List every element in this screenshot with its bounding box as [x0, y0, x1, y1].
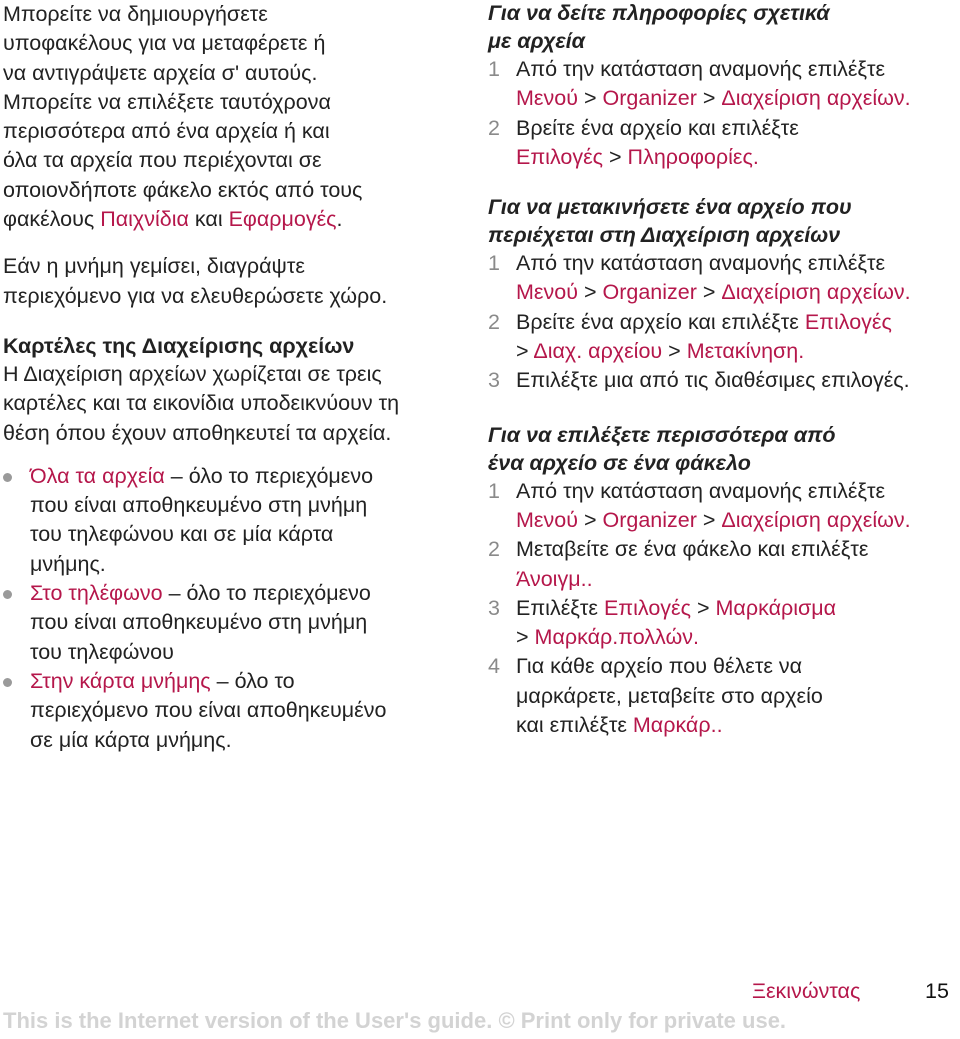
menu-path: Πληροφορίες: [627, 144, 753, 169]
step-text: >: [662, 339, 687, 364]
tab-name: Στην κάρτα μνήμης: [30, 668, 211, 693]
list-item: [488, 477, 958, 536]
step-text: >: [577, 280, 603, 305]
item-text: – όλο το: [210, 668, 295, 693]
item-text: περιεχόμενο που είναι αποθηκευμένο: [30, 698, 387, 723]
step-text: >: [696, 280, 722, 305]
item-text: – όλο το περιεχόμενο: [164, 463, 374, 488]
item-text: του τηλεφώνου και σε μία κάρτα: [30, 522, 334, 547]
section-heading: [488, 0, 958, 55]
menu-path: Επιλογές: [603, 595, 691, 620]
menu-path: Επιλογές: [804, 309, 892, 334]
intro-line: περισσότερα από ένα αρχεία ή και: [3, 119, 330, 144]
step-text: και επιλέξτε: [516, 713, 633, 738]
list-item: [488, 308, 958, 367]
tab-name: Όλα τα αρχεία: [30, 463, 165, 488]
step-text: .: [798, 339, 805, 364]
step-text: >: [577, 507, 603, 532]
link-applications: Εφαρμογές: [228, 207, 337, 232]
menu-path: Μαρκάρισμα: [715, 595, 837, 620]
menu-path: Μετακίνηση: [686, 339, 799, 364]
list-item: [3, 579, 465, 667]
step-text: Από την κατάσταση αναμονής επιλέξτε: [516, 251, 886, 276]
list-item: [488, 594, 958, 653]
step-text: >: [696, 507, 722, 532]
step-text: Βρείτε ένα αρχείο και επιλέξτε: [516, 309, 805, 334]
intro-text: .: [336, 207, 343, 232]
heading-line: περιέχεται στη Διαχείριση αρχείων: [488, 223, 841, 248]
step-text: .: [904, 507, 911, 532]
link-games: Παιχνίδια: [100, 207, 189, 232]
step-number: 2: [488, 537, 500, 562]
tabs-body: [3, 360, 465, 448]
item-text: που είναι αποθηκευμένο στη μνήμη: [30, 493, 368, 518]
memory-line: περιεχόμενο για να ελευθερώσετε χώρο.: [3, 283, 388, 308]
list-item: [488, 114, 958, 173]
step-text: Μεταβείτε σε ένα φάκελο και επιλέξτε: [516, 537, 869, 562]
step-number: 3: [488, 595, 500, 620]
step-text: .: [752, 144, 759, 169]
list-item: [488, 55, 958, 114]
steps-list: [488, 55, 958, 172]
step-text: Επιλέξτε: [516, 595, 604, 620]
step-number: 2: [488, 115, 500, 140]
step-text: .: [693, 625, 699, 650]
step-number: 2: [488, 309, 500, 334]
menu-path: Διαχείριση αρχείων: [721, 507, 905, 532]
list-item: [488, 249, 958, 308]
step-text: >: [603, 144, 628, 169]
intro-line: υποφακέλους για να μεταφέρετε ή: [3, 31, 326, 56]
menu-path: Διαχείριση αρχείων: [721, 86, 905, 111]
step-text: Από την κατάσταση αναμονής επιλέξτε: [516, 57, 886, 81]
intro-paragraph: [3, 0, 465, 234]
item-text: – όλο το περιεχόμενο: [162, 581, 371, 606]
step-text: >: [691, 595, 716, 620]
memory-paragraph: [3, 252, 465, 311]
step-number: 1: [488, 251, 500, 276]
heading-line: με αρχεία: [488, 29, 585, 53]
step-text: μαρκάρετε, μεταβείτε στο αρχείο: [516, 683, 823, 708]
list-item: [3, 667, 465, 755]
left-column: [3, 0, 465, 755]
list-item: [3, 462, 465, 579]
tabs-body-line: Η Διαχείριση αρχείων χωρίζεται σε τρεις: [3, 361, 382, 386]
right-column: [488, 0, 958, 740]
step-text: .: [716, 713, 723, 738]
menu-path: Μενού: [516, 280, 578, 305]
intro-line: όλα τα αρχεία που περιέχονται σε: [3, 148, 322, 173]
menu-path: Διαχείριση αρχείων: [721, 280, 905, 305]
step-text: Βρείτε ένα αρχείο και επιλέξτε: [516, 115, 799, 140]
menu-path: Μαρκάρ.πολλών: [534, 625, 694, 650]
step-text: >: [577, 86, 603, 111]
item-text: του τηλεφώνου: [30, 639, 174, 664]
menu-path: Organizer: [602, 280, 697, 305]
intro-line: Μπορείτε να επιλέξετε ταυτόχρονα: [3, 89, 331, 114]
steps-list: [488, 477, 958, 741]
item-text: που είναι αποθηκευμένο στη μνήμη: [30, 610, 368, 635]
watermark-text: This is the Internet version of the User's guide. © Print only for private use.: [3, 1008, 787, 1033]
step-text: .: [904, 280, 911, 305]
item-text: σε μία κάρτα μνήμης.: [30, 727, 232, 752]
page-number: 15: [925, 979, 949, 1003]
step-text: Για κάθε αρχείο που θέλετε να: [516, 654, 803, 679]
steps-list: [488, 249, 958, 395]
intro-line: να αντιγράψετε αρχεία σ' αυτούς.: [3, 60, 318, 85]
bullet-dot-icon: [3, 678, 12, 687]
list-item: [488, 652, 958, 740]
tabs-heading: Καρτέλες της Διαχείρισης αρχείων: [3, 333, 355, 358]
heading-line: Για να μετακινήσετε ένα αρχείο που: [488, 195, 852, 220]
step-text: >: [696, 86, 722, 111]
menu-path: Μενού: [516, 86, 578, 111]
tab-name: Στο τηλέφωνο: [30, 581, 163, 606]
heading-line: Για να επιλέξετε περισσότερα από: [488, 422, 836, 447]
step-text: >: [516, 625, 535, 650]
menu-path: Διαχ. αρχείου: [533, 339, 663, 364]
menu-path: Επιλογές: [516, 144, 604, 169]
heading-line: ένα αρχείο σε ένα φάκελο: [488, 450, 751, 475]
menu-path: Άνοιγμ.: [516, 566, 587, 591]
step-number: 4: [488, 654, 500, 679]
intro-line: οποιονδήποτε φάκελο εκτός από τους: [3, 177, 363, 202]
menu-path: Μαρκάρ.: [632, 713, 717, 738]
step-text: >: [516, 339, 534, 364]
menu-path: Μενού: [516, 507, 578, 532]
step-number: 1: [488, 57, 500, 81]
intro-text: και: [188, 207, 229, 232]
step-number: 3: [488, 368, 500, 393]
bullet-dot-icon: [3, 590, 12, 599]
section-heading: [488, 421, 958, 477]
tabs-body-line: καρτέλες και τα εικονίδια υποδεικνύουν τη: [3, 391, 400, 416]
bullet-dot-icon: [3, 473, 12, 482]
memory-line: Εάν η μνήμη γεμίσει, διαγράψτε: [3, 254, 305, 279]
heading-line: Για να δείτε πληροφορίες σχετικά: [488, 1, 830, 25]
tabs-list: [3, 462, 465, 755]
step-text: Από την κατάσταση αναμονής επιλέξτε: [516, 478, 886, 503]
list-item: [488, 366, 958, 395]
step-text: Επιλέξτε μια από τις διαθέσιμες επιλογές.: [516, 368, 910, 393]
step-text: .: [586, 566, 593, 591]
section-name: Ξεκινώντας: [752, 979, 861, 1003]
list-item: [488, 535, 958, 594]
tabs-body-line: θέση όπου έχουν αποθηκευτεί τα αρχεία.: [3, 420, 392, 445]
step-number: 1: [488, 478, 500, 503]
intro-line: φακέλους: [3, 207, 101, 232]
section-heading: [488, 193, 958, 249]
intro-line: Μπορείτε να δημιουργήσετε: [3, 2, 268, 26]
item-text: μνήμης.: [30, 551, 106, 576]
step-text: .: [904, 86, 911, 111]
menu-path: Organizer: [602, 86, 697, 111]
menu-path: Organizer: [602, 507, 697, 532]
